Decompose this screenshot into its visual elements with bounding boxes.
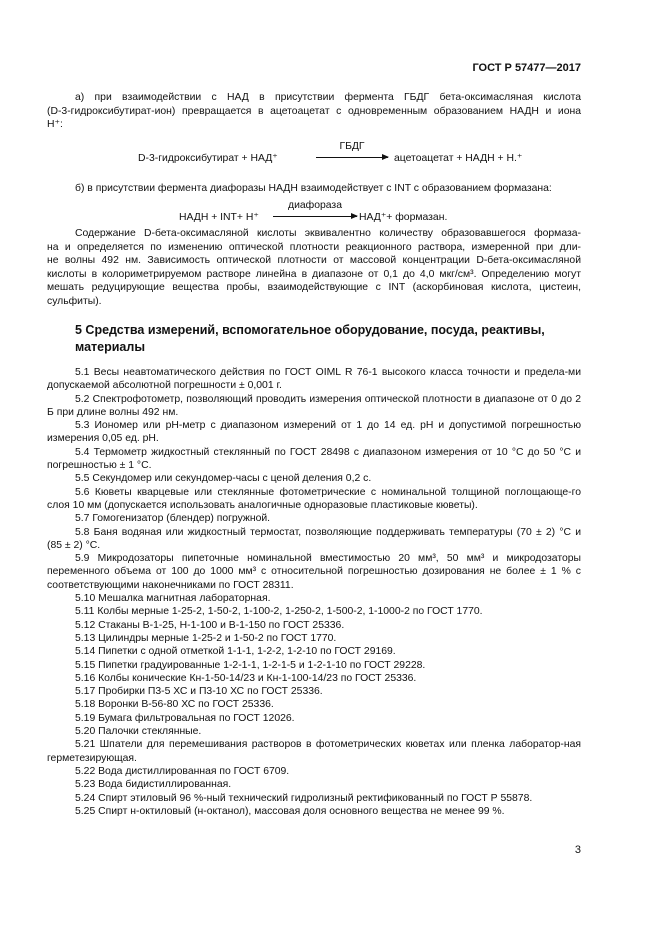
list-item: 5.22 Вода дистиллированная по ГОСТ 6709. (75, 765, 290, 777)
list-item: 5.16 Колбы конические Кн-1-50-14/23 и Кн-1-100-14/23 по ГОСТ 25336. (75, 672, 417, 684)
paragraph-c-line-4: кислоты в колориметрируемом растворе линейна в диапазоне от 0,1 до 4,0 мкг/см³. Определению могут (47, 268, 581, 280)
equation-2-arrow (273, 199, 357, 221)
standard-header: ГОСТ Р 57477—2017 (472, 62, 581, 74)
section-5-heading-line-1: 5 Средства измерений, вспомогательное оборудование, посуда, реактивы, (75, 323, 545, 337)
list-item: 5.8 Баня водяная или жидкостный термостат, позволяющие поддерживать температуры (70 ± 2) °С и (85 ± 2) °С. (47, 526, 581, 551)
paragraph-c-line-3: не волны 492 нм. Зависимость оптической плотности от массовой концентрации D-бета-оксимасляной (47, 255, 581, 267)
list-item: 5.15 Пипетки градуированные 1-2-1-1, 1-2-1-5 и 1-2-1-10 по ГОСТ 29228. (75, 659, 426, 671)
paragraph-c-line-5: мешать редуцирующие вещества пробы, взаимодействующие с INT (аскорбиновая кислота, цистеин, (47, 282, 581, 294)
list-item: 5.11 Колбы мерные 1-25-2, 1-50-2, 1-100-2, 1-250-2, 1-500-2, 1-1000-2 по ГОСТ 1770. (75, 606, 483, 618)
equation-1-left: D-3-гидроксибутират + НАД⁺ (138, 153, 278, 164)
section-5-heading (75, 322, 585, 356)
list-item: 5.4 Термометр жидкостный стеклянный по ГОСТ 28498 с диапазоном измерения от 10 °С до 50 °С и погрешностью ± 1 °С. (47, 446, 581, 472)
list-item: 5.18 Воронки В-56-80 ХС по ГОСТ 25336. (75, 699, 274, 711)
list-item: 5.5 Секундомер или секундомер-часы с ценой деления 0,2 с. (75, 473, 372, 485)
list-item: 5.7 Гомогенизатор (блендер) погружной. (75, 513, 271, 525)
equation-1-arrow-line (316, 157, 388, 158)
list-item: 5.10 Мешалка магнитная лабораторная. (75, 593, 271, 605)
list-item: 5.23 Вода бидистиллированная. (75, 779, 232, 791)
paragraph-c (47, 227, 581, 309)
section-5-heading-line-2: материалы (75, 340, 145, 354)
equation-2-right: НАД⁺+ формазан. (359, 212, 448, 223)
paragraph-a-line-2: (D-3-гидроксибутират-ион) превращается в ацетоацетат с одновременным образованием НАДН и иона (47, 105, 581, 117)
list-item: 5.1 Весы неавтоматического действия по ГОСТ OIML R 76-1 высокого класса точности и предела-ми допускаемой абсолютной погрешности ± 0,001 г. (47, 367, 581, 392)
equation-2-left: НАДН + INT+ Н⁺ (179, 212, 259, 223)
list-item: 5.20 Палочки стеклянные. (75, 726, 202, 738)
list-item: 5.13 Цилиндры мерные 1-25-2 и 1-50-2 по ГОСТ 1770. (75, 632, 337, 644)
paragraph-c-line-1: Содержание D-бета-оксимасляной кислоты эквивалентно количеству образовавшегося формаза- (75, 228, 581, 239)
list-item: 5.24 Спирт этиловый 96 %-ный технический гидролизный ректификованный по ГОСТ Р 55878. (75, 792, 533, 804)
paragraph-c-line-2: на и определяется по изменению оптической плотности реакционного раствора, измеренной при дли- (47, 241, 581, 253)
equation-2-arrow-line (273, 216, 357, 217)
list-item: 5.12 Стаканы В-1-25, Н-1-100 и В-1-150 по ГОСТ 25336. (75, 619, 345, 631)
list-item: 5.6 Кюветы кварцевые или стеклянные фотометрические с номинальной толщиной поглощающе-го слоя 10 мм (допускается использовать аналогичные одноразовые пластиковые кюветы). (47, 486, 581, 511)
equation-1-right: ацетоацетат + НАДН + Н.⁺ (394, 153, 523, 164)
items-list (47, 366, 581, 818)
paragraph-a (47, 91, 581, 132)
list-item: 5.9 Микродозаторы пипеточные номинальной вместимостью 20 мм³, 50 мм³ и микродозаторы переменного объема от 100 до 1000 мм³ с относительной погрешностью дозирования не более ± 1 % с соответствующими наконечниками по ГОСТ 28311. (47, 553, 581, 591)
equation-1 (138, 141, 538, 170)
list-item: 5.14 Пипетки с одной отметкой 1-1-1, 1-2-2, 1-2-10 по ГОСТ 29169. (75, 646, 396, 658)
list-item: 5.21 Шпатели для перемешивания растворов в фотометрических кюветах или пленка лаборатор-ная герметезирующая. (47, 739, 581, 764)
list-item: 5.17 Пробирки П3-5 ХС и П3-10 ХС по ГОСТ 25336. (75, 686, 323, 698)
paragraph-a-line-3: H⁺: (47, 119, 63, 131)
equation-2 (179, 200, 499, 227)
paragraph-c-line-6: сульфиты). (47, 295, 102, 307)
equation-2-enzyme: диафораза (288, 200, 342, 211)
list-item: 5.25 Спирт н-октиловый (н-октанол), массовая доля основного вещества не менее 99 %. (75, 805, 505, 817)
list-item: 5.19 Бумага фильтровальная по ГОСТ 12026. (75, 712, 295, 724)
list-item: 5.2 Спектрофотометр, позволяющий проводить измерения оптической плотности в диапазоне от 0 до 2 Б при длине волны 492 нм. (47, 393, 581, 418)
equation-1-arrow-head (382, 154, 389, 160)
page-number: 3 (574, 844, 581, 856)
equation-1-arrow (316, 140, 388, 162)
paragraph-a-line-1: а) при взаимодействии с НАД в присутствии фермента ГБДГ бета-оксимасляная кислота (75, 92, 581, 103)
equation-2-arrow-head (351, 213, 358, 219)
equation-1-enzyme: ГБДГ (339, 141, 365, 152)
list-item: 5.3 Иономер или pH-метр с диапазоном измерений от 1 до 14 ед. pH и допустимой погрешностью измерения 0,05 ед. pH. (47, 420, 581, 445)
paragraph-b: б) в присутствии фермента диафоразы НАДН взаимодействует с INT с образованием формазана: (75, 183, 552, 194)
